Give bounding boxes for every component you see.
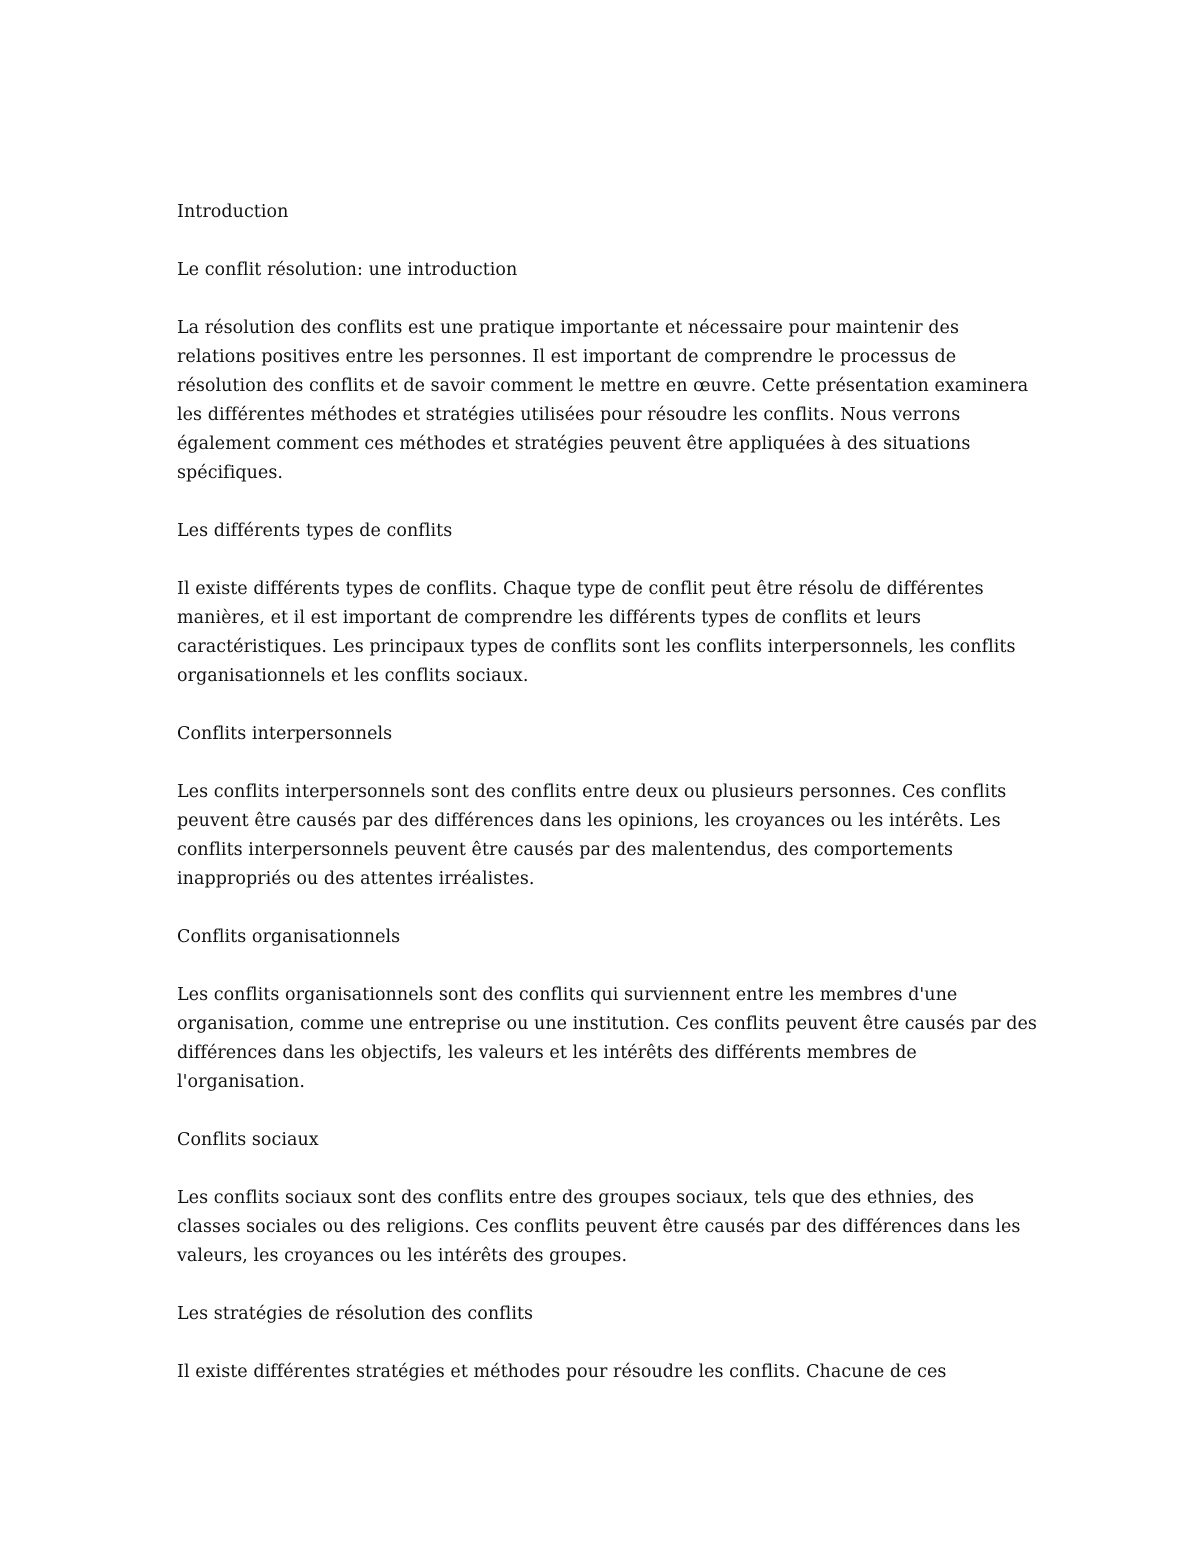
heading-types-of-conflicts: Les différents types de conflits — [177, 521, 453, 541]
subheading-intro-title: Le conflit résolution: une introduction — [177, 260, 518, 280]
paragraph-social: Les conflits sociaux sont des conflits entre des groupes sociaux, tels que des ethnies, des classes sociales ou des religions. Ces conflits peuvent être causés par des différences dans les valeurs, les croyances ou les intérêts des groupes. — [177, 1188, 1021, 1266]
heading-strategies: Les stratégies de résolution des conflits — [177, 1304, 534, 1324]
paragraph-strategies: Il existe différentes stratégies et méthodes pour résoudre les conflits. Chacune de ces — [177, 1362, 947, 1382]
heading-organizational: Conflits organisationnels — [177, 927, 401, 947]
heading-introduction: Introduction — [177, 202, 289, 222]
paragraph-organizational: Les conflits organisationnels sont des conflits qui surviennent entre les membres d'une organisation, comme une entreprise ou une institution. Ces conflits peuvent être causés par des différences dans les objectifs, les valeurs et les intérêts des différents membres de l'organisation. — [177, 985, 1037, 1092]
document-body — [177, 198, 1037, 1416]
paragraph-intro: La résolution des conflits est une pratique importante et nécessaire pour maintenir des relations positives entre les personnes. Il est important de comprendre le processus de résolution des conflits et de savoir comment le mettre en œuvre. Cette présentation examinera les différentes méthodes et stratégies utilisées pour résoudre les conflits. Nous verrons également comment ces méthodes et stratégies peuvent être appliquées à des situations spécifiques. — [177, 318, 1029, 483]
paragraph-interpersonal: Les conflits interpersonnels sont des conflits entre deux ou plusieurs personnes. Ces conflits peuvent être causés par des différences dans les opinions, les croyances ou les intérêts. Les conflits interpersonnels peuvent être causés par des malentendus, des comportements inappropriés ou des attentes irréalistes. — [177, 782, 1007, 889]
paragraph-types: Il existe différents types de conflits. Chaque type de conflit peut être résolu de différentes manières, et il est important de comprendre les différents types de conflits et leurs caractéristiques. Les principaux types de conflits sont les conflits interpersonnels, les conflits organisationnels et les conflits sociaux. — [177, 579, 1016, 686]
heading-social: Conflits sociaux — [177, 1130, 319, 1150]
heading-interpersonal: Conflits interpersonnels — [177, 724, 393, 744]
